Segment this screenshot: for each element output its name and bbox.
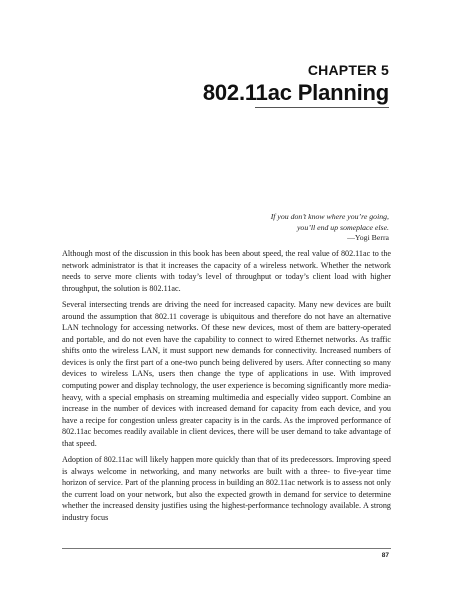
epigraph-quote-line-2: you’ll end up someplace else. [296,222,389,232]
epigraph-quote-line-1: If you don’t know where you’re going, [270,212,389,221]
chapter-title: 802.11ac Planning [202,80,389,105]
body-text [62,248,391,529]
paragraph-3: Adoption of 802.11ac will likely happen more quickly than that of its predecessors. Improving speed is always welcome in networking, and many networks are built with a three- to five-year time horizon of service. Part of the planning process in building an 802.11ac network is to assess not only the current load on your network, but also the expected growth in demand for service to determine whether the increased density justifies using the highest-performance technology available. A strong industry focus [62,455,391,523]
chapter-label: CHAPTER 5 [307,62,389,78]
epigraph [189,212,389,244]
paragraph-2: Several intersecting trends are driving the need for increased capacity. Many new devices are built around the assumption that 802.11 coverage is ubiquitous and therefore do not have an alternative LAN technology for accessing networks. Of these new devices, most of them are battery-operated and portable, and do not even have the capability to connect to wired Ethernet networks. As traffic shifts onto the wireless LAN, it must support new demands for connectivity. Increased numbers of devices is only the first part of a one-two punch being delivered by users. After connecting so many devices to wireless LANs, users then change the type of applications in use. With improved computing power and display technology, the user experience is becoming significantly more media-heavy, with a special emphasis on streaming multimedia and especially video support. Combine an increase in the number of devices with increased demand for capacity from each device, and you have a recipe for congestion unless greater capacity is in the cards. As the improved performance of 802.11ac becomes readily available in client devices, there will be user demand to take advantage of that speed. [62,300,391,448]
page-number: 87 [381,552,389,559]
epigraph-attribution: —Yogi Berra [347,233,389,243]
paragraph-1: Although most of the discussion in this book has been about speed, the real value of 802.11ac to the network administrator is that it increases the capacity of a wireless network. Whether the network needs to serve more clients with today’s level of throughput or today’s client load with higher throughput, the solution is 802.11ac. [62,249,391,293]
title-divider [255,107,389,108]
footer-divider [62,548,391,549]
